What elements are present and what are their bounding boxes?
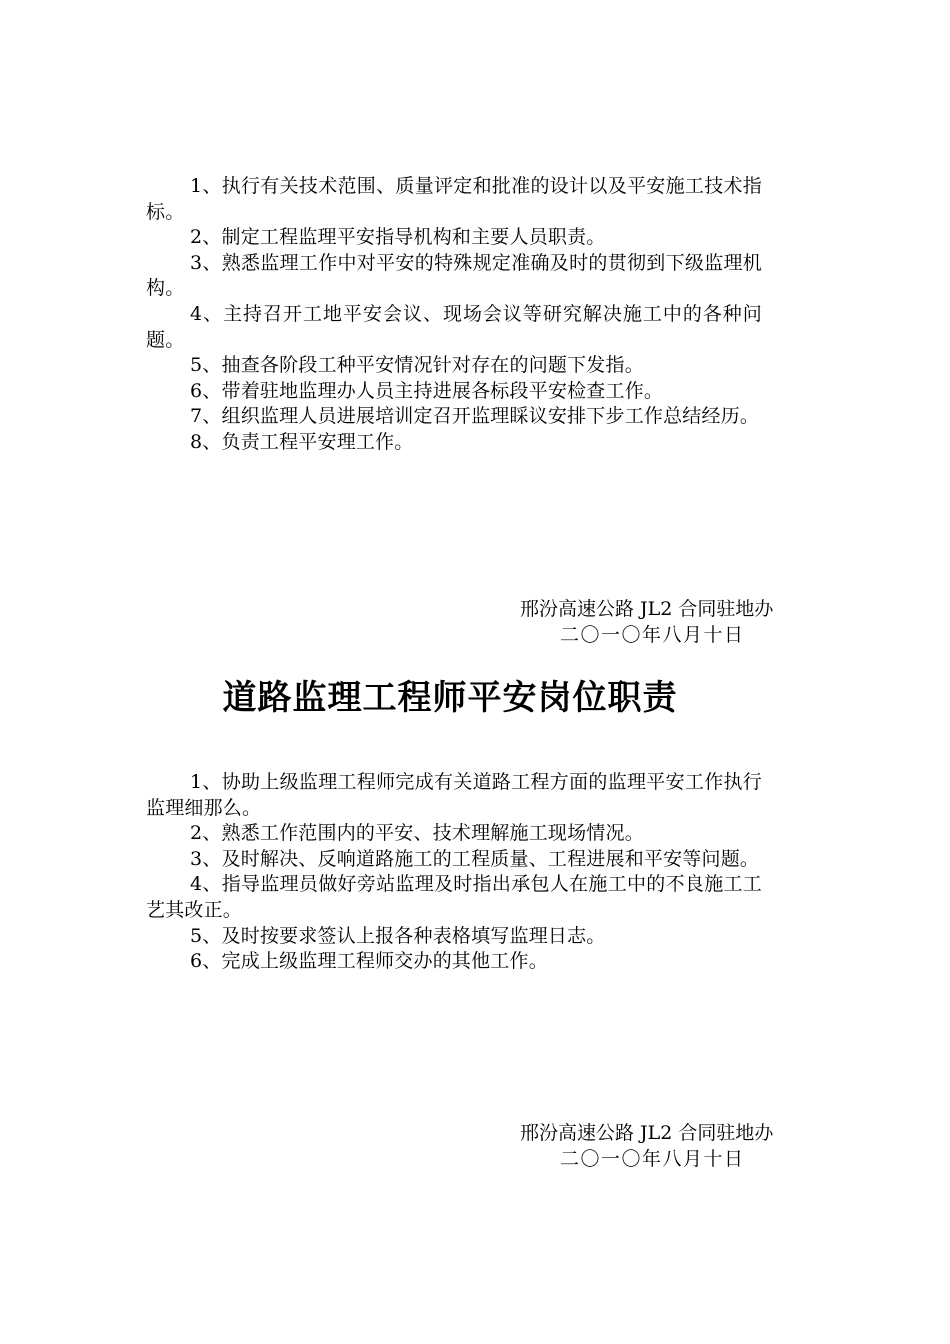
signature-date: 二〇一〇年八月十日: [560, 1148, 745, 1170]
list-item: 4、主持召开工地平安会议、现场会议等研究解决施工中的各种问题。: [146, 302, 762, 351]
list-item: 6、完成上级监理工程师交办的其他工作。: [190, 950, 548, 973]
list-item: 3、及时解决、反响道路施工的工程质量、工程进展和平安等问题。: [190, 847, 760, 870]
signature-date: 二〇一〇年八月十日: [560, 624, 745, 646]
list-item: 3、熟悉监理工作中对平安的特殊规定准确及时的贯彻到下级监理机构。: [146, 251, 762, 300]
section1-duty-list: [146, 174, 762, 456]
list-item: 2、熟悉工作范围内的平安、技术理解施工现场情况。: [190, 822, 644, 845]
list-item: 7、组织监理人员进展培训定召开监理睬议安排下步工作总结经历。: [190, 405, 760, 428]
list-item: 5、及时按要求签认上报各种表格填写监理日志。: [190, 924, 606, 947]
list-item: 1、协助上级监理工程师完成有关道路工程方面的监理平安工作执行监理细那么。: [146, 771, 762, 819]
section2-duty-list: [146, 770, 762, 975]
list-item: 1、执行有关技术范围、质量评定和批准的设计以及平安施工技术指标。: [146, 175, 762, 223]
list-item: 2、制定工程监理平安指导机构和主要人员职责。: [190, 226, 606, 249]
list-item: 8、负责工程平安理工作。: [190, 430, 414, 453]
list-item: 6、带着驻地监理办人员主持进展各标段平安检查工作。: [190, 379, 664, 402]
list-item: 4、指导监理员做好旁站监理及时指出承包人在施工中的不良施工工艺其改正。: [146, 873, 762, 921]
signature-organization: 邢汾高速公路 JL2 合同驻地办: [520, 1122, 774, 1144]
signature-organization: 邢汾高速公路 JL2 合同驻地办: [520, 598, 774, 620]
list-item: 5、抽查各阶段工种平安情况针对存在的问题下发指。: [190, 354, 644, 377]
section-title: 道路监理工程师平安岗位职责: [222, 678, 678, 718]
